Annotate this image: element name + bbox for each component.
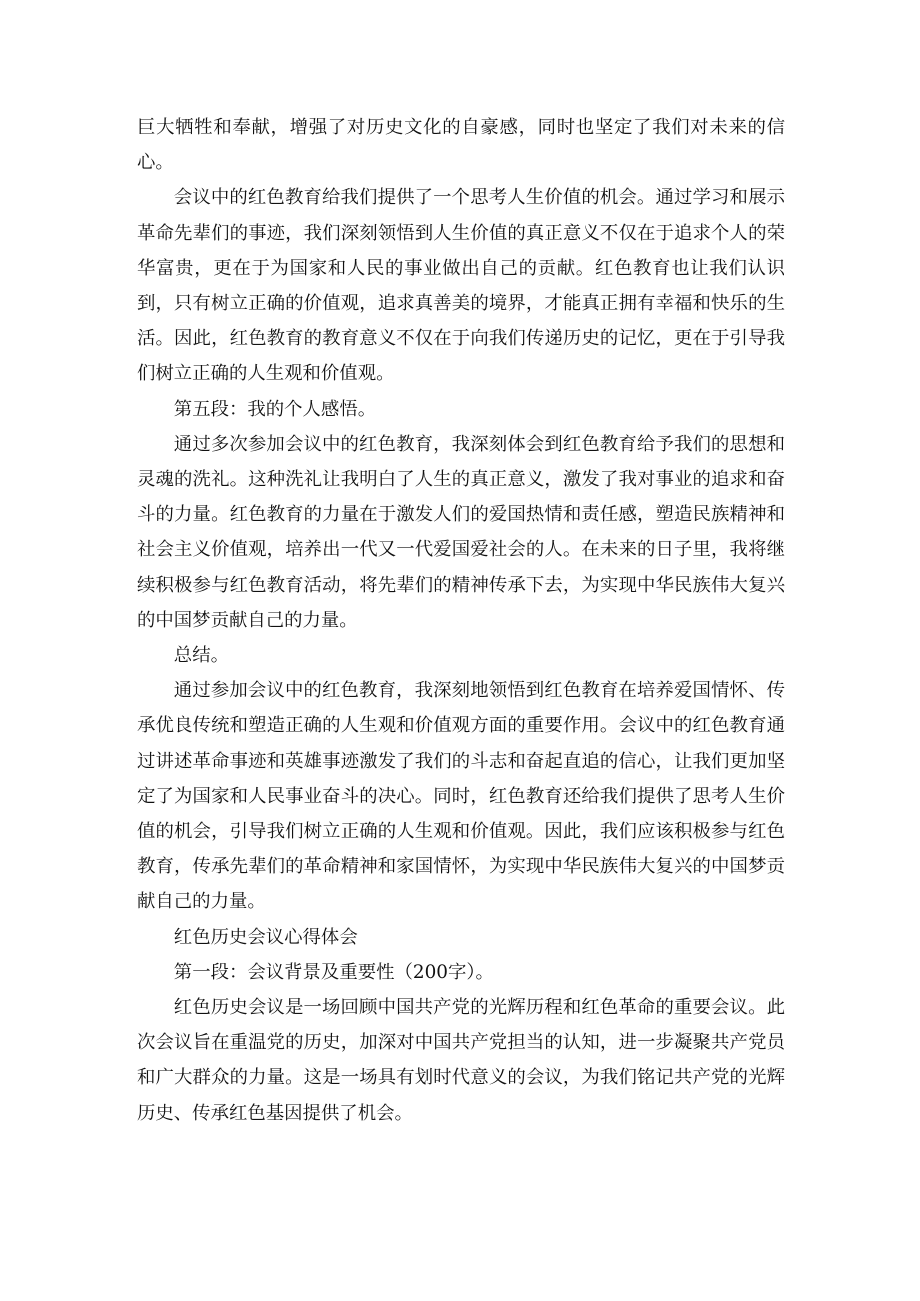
paragraph-personal-reflection: 通过多次参加会议中的红色教育，我深刻体会到红色教育给予我们的思想和灵魂的洗礼。这种洗礼让我明白了人生的真正意义，激发了我对事业的追求和奋斗的力量。红色教育的力量在于激发人们的爱国热情和责任感，塑造民族精神和社会主义价值观，培养出一代又一代爱国爱社会的人。在未来的日子里，我将继续积极参与红色教育活动，将先辈们的精神传承下去，为实现中华民族伟大复兴的中国梦贡献自己的力量。 — [137, 433, 785, 631]
document-title-red-history: 红色历史会议心得体会 — [173, 926, 358, 948]
paragraph-summary: 通过参加会议中的红色教育，我深刻地领悟到红色教育在培养爱国情怀、传承优良传统和塑造正确的人生观和价值观方面的重要作用。会议中的红色教育通过讲述革命事迹和英雄事迹激发了我们的斗志和奋起直追的信心，让我们更加坚定了为国家和人民事业奋斗的决心。同时，红色教育还给我们提供了思考人生价值的机会，引导我们树立正确的人生观和价值观。因此，我们应该积极参与红色教育，传承先辈们的革命精神和家国情怀，为实现中华民族伟大复兴的中国梦贡献自己的力量。 — [137, 680, 785, 913]
paragraph-continuation: 巨大牺牲和奉献，增强了对历史文化的自豪感，同时也坚定了我们对未来的信心。 — [137, 117, 785, 174]
document-page — [137, 110, 785, 1131]
section-heading-summary: 总结。 — [173, 645, 229, 667]
section-heading-part-five: 第五段：我的个人感悟。 — [173, 398, 377, 420]
section-heading-part-one: 第一段：会议背景及重要性（200字）。 — [173, 961, 494, 983]
paragraph-red-education-value: 会议中的红色教育给我们提供了一个思考人生价值的机会。通过学习和展示革命先辈们的事迹，我们深刻领悟到人生价值的真正意义不仅在于追求个人的荣华富贵，更在于为国家和人民的事业做出自己的贡献。红色教育也让我们认识到，只有树立正确的价值观，追求真善美的境界，才能真正拥有幸福和快乐的生活。因此，红色教育的教育意义不仅在于向我们传递历史的记忆，更在于引导我们树立正确的人生观和价值观。 — [137, 187, 785, 385]
paragraph-meeting-background: 红色历史会议是一场回顾中国共产党的光辉历程和红色革命的重要会议。此次会议旨在重温党的历史，加深对中国共产党担当的认知，进一步凝聚共产党员和广大群众的力量。这是一场具有划时代意义的会议，为我们铭记共产党的光辉历史、传承红色基因提供了机会。 — [137, 997, 785, 1124]
